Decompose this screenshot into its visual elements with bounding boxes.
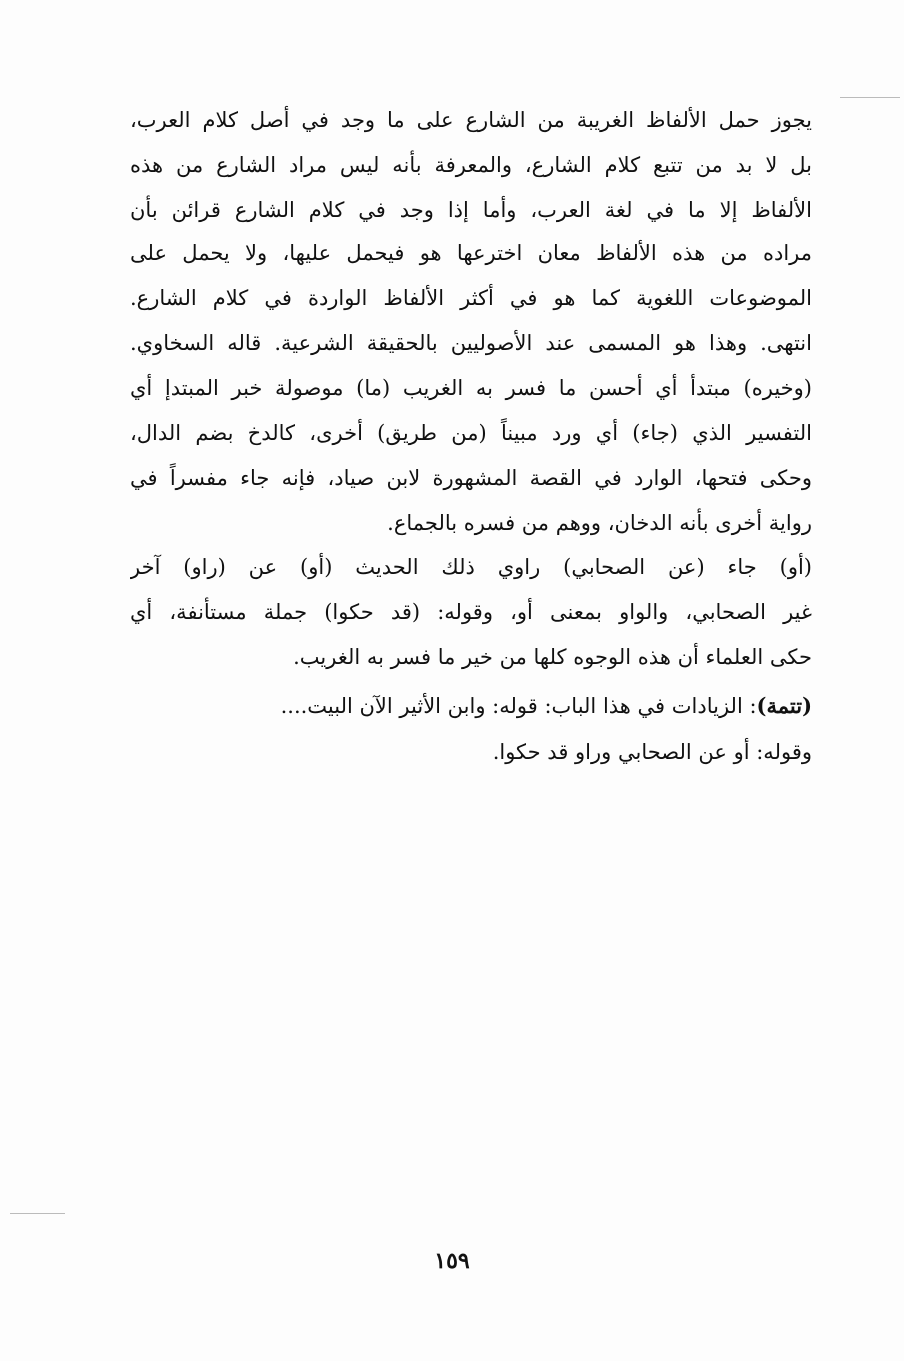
paragraph-5 (130, 730, 812, 775)
scan-mark (10, 1213, 65, 1214)
page-number: ١٥٩ (434, 1248, 470, 1274)
text-line: غير الصحابي، والواو بمعنى أو، وقوله: (قد حكوا) جملة مستأنفة، أي (130, 600, 812, 624)
paragraph-1 (130, 98, 812, 233)
paragraph-supplement (130, 683, 812, 728)
text-line: التفسير الذي (جاء) أي ورد مبيناً (من طريق) أخرى، كالدخ بضم الدال، (130, 421, 812, 445)
text-line: (أو) جاء (عن الصحابي) راوي ذلك الحديث (أو) عن (راو) آخر (130, 555, 812, 579)
text-line: (وخيره) مبتدأ أي أحسن ما فسر به الغريب (ما) موصولة خبر المبتدإ أي (130, 376, 812, 400)
scan-mark (840, 97, 900, 98)
paragraph-2 (130, 231, 812, 546)
text-line: رواية أخرى بأنه الدخان، ووهم من فسره بالجماع. (387, 511, 812, 535)
supplement-text: : الزيادات في هذا الباب: قوله: وابن الأثير الآن البيت.... (280, 694, 757, 718)
text-line: بل لا بد من تتبع كلام الشارع، والمعرفة بأنه ليس مراد الشارع من هذه (130, 153, 812, 177)
text-line (130, 683, 812, 728)
text-line: حكى العلماء أن هذه الوجوه كلها من خير ما فسر به الغريب. (293, 645, 812, 669)
text-line: وقوله: أو عن الصحابي وراو قد حكوا. (492, 740, 812, 764)
text-line: مراده من هذه الألفاظ معان اخترعها هو فيحمل عليها، ولا يحمل على (130, 241, 812, 265)
text-line: الألفاظ إلا ما في لغة العرب، وأما إذا وجد في كلام الشارع قرائن بأن (130, 198, 812, 222)
supplement-heading: (تتمة) (756, 693, 812, 718)
paragraph-3 (130, 545, 812, 680)
text-line: الموضوعات اللغوية كما هو في أكثر الألفاظ الواردة في كلام الشارع. (130, 286, 812, 310)
text-line: وحكى فتحها، الوارد في القصة المشهورة لابن صياد، فإنه جاء مفسراً في (130, 466, 812, 490)
text-line: انتهى. وهذا هو المسمى عند الأصوليين بالحقيقة الشرعية. قاله السخاوي. (130, 331, 812, 355)
text-line: يجوز حمل الألفاظ الغريبة من الشارع على ما وجد في أصل كلام العرب، (130, 108, 812, 132)
